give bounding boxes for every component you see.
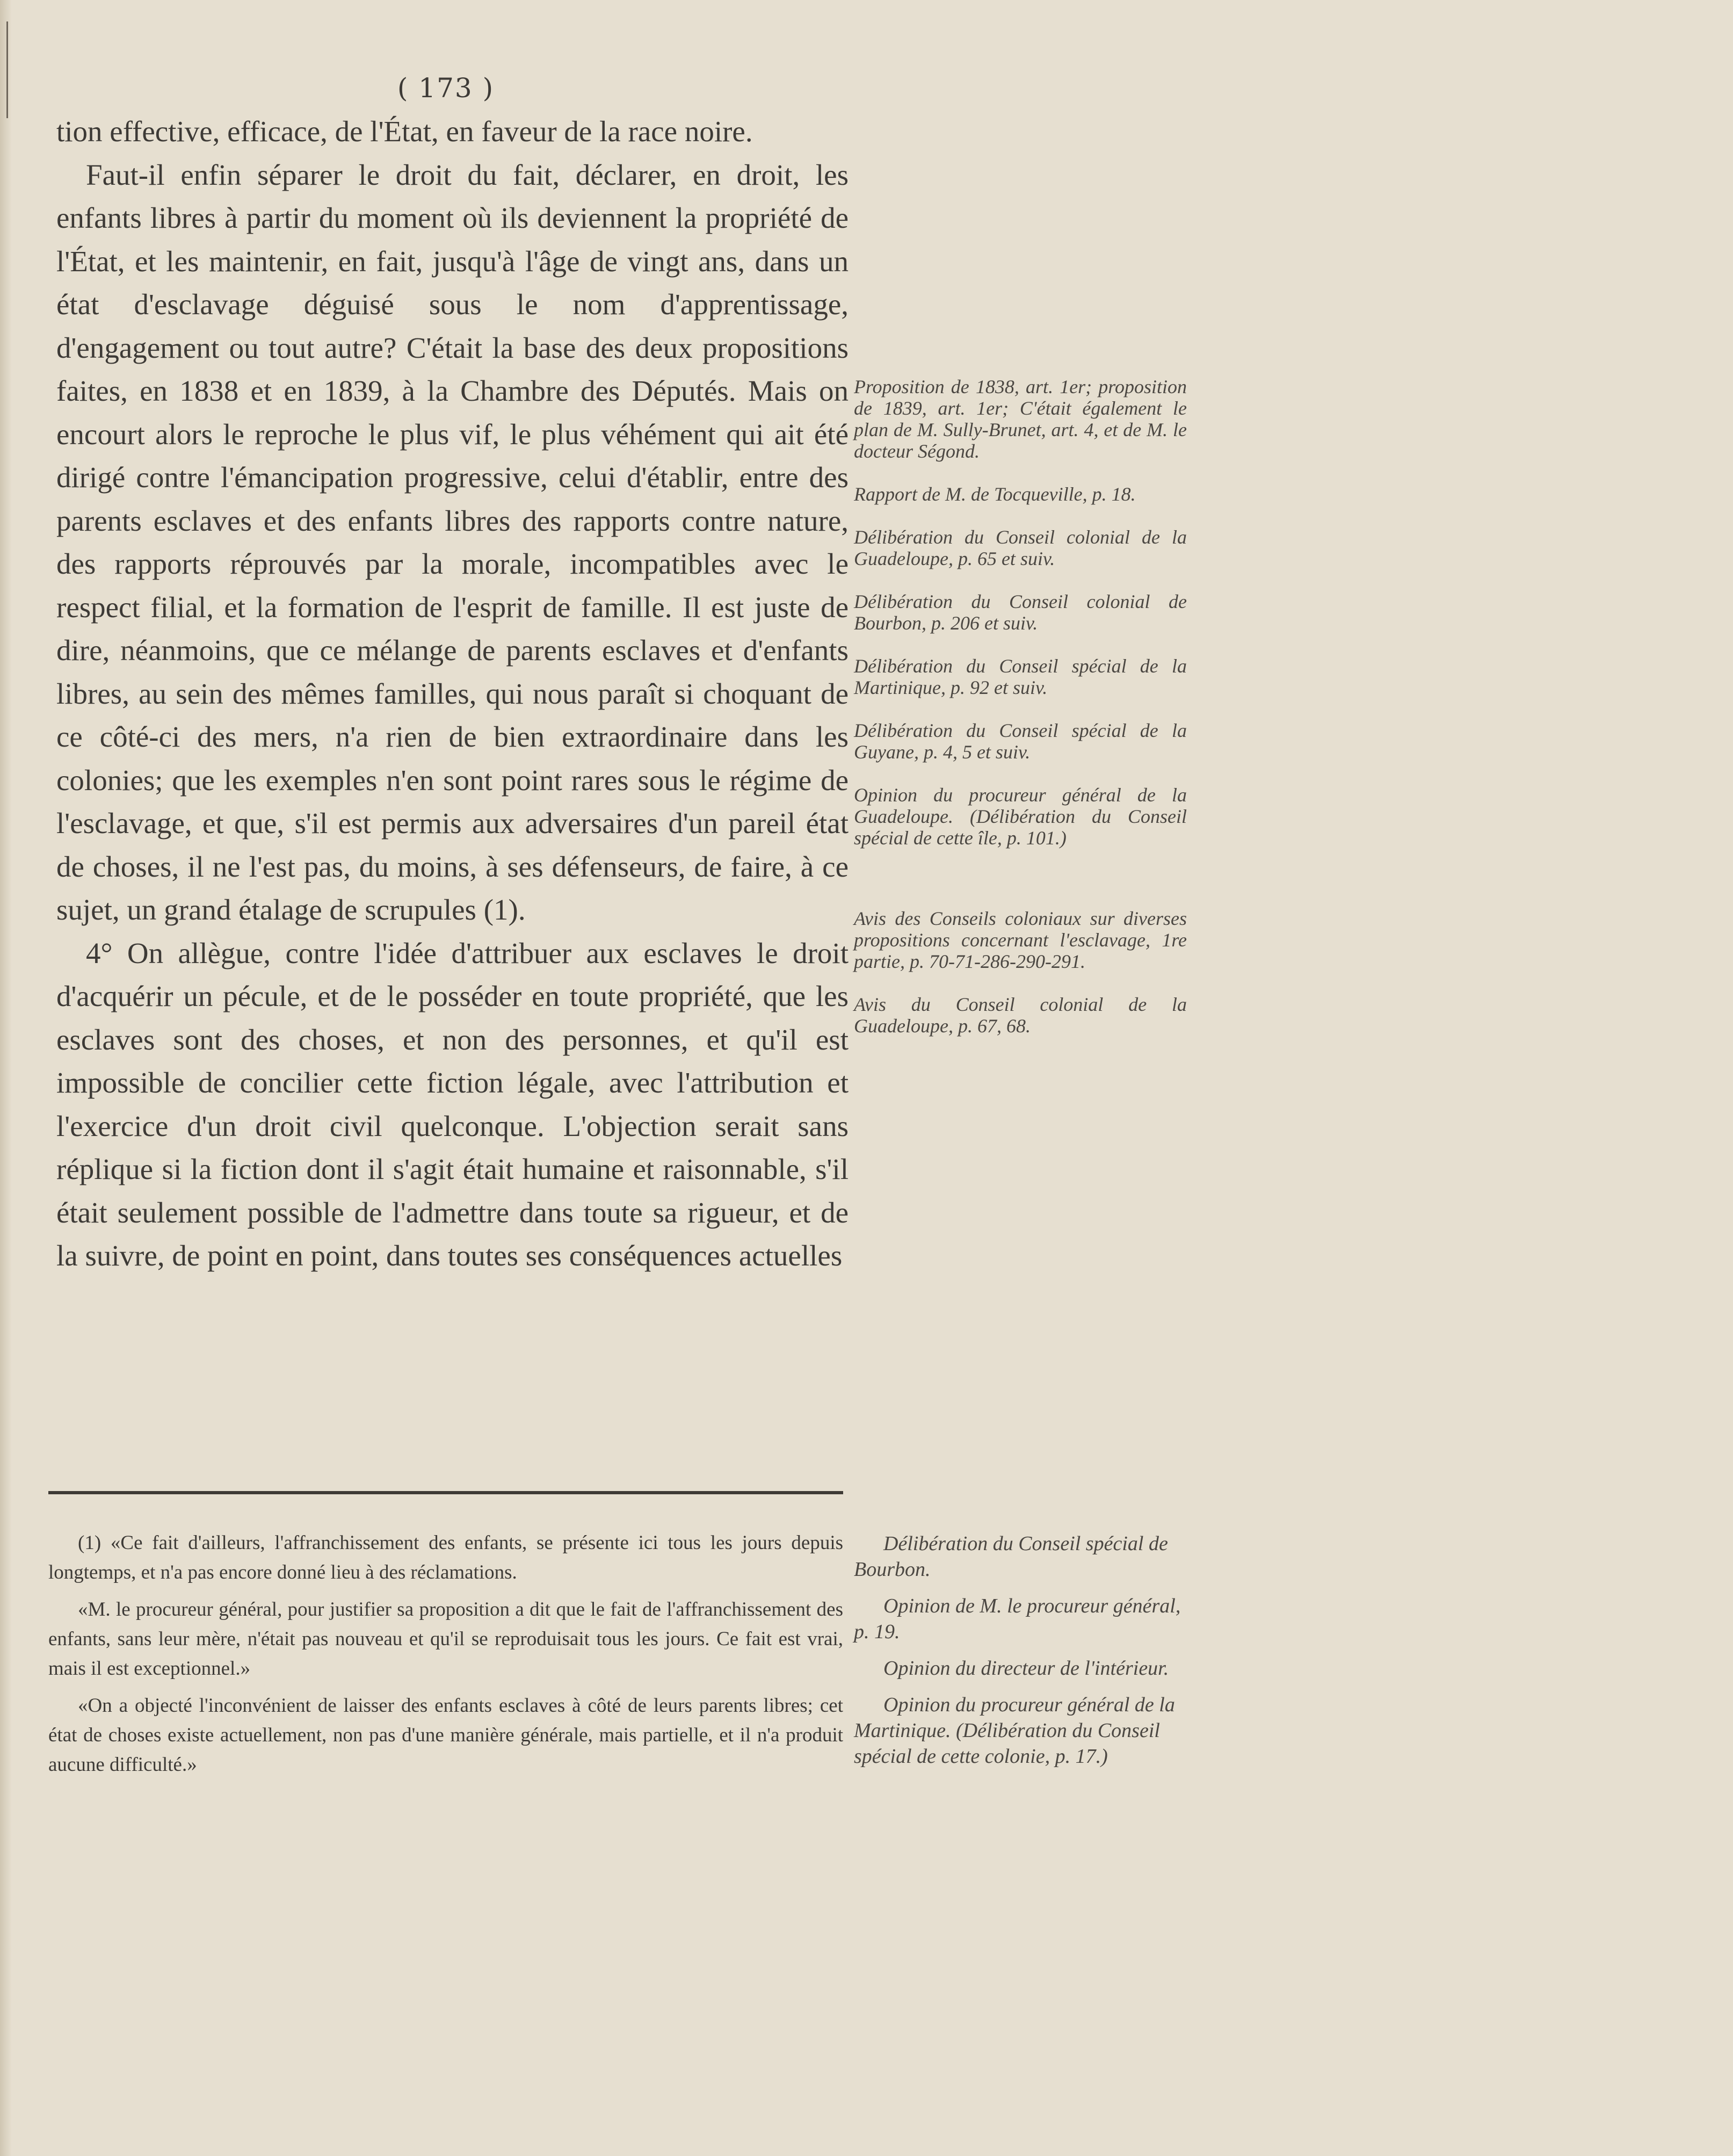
main-text-column [56, 110, 849, 1278]
footnote-margin-directeur: Opinion du directeur de l'intérieur. [883, 1657, 1169, 1680]
margin-notes [854, 376, 1187, 1058]
margin-note-bourbon: Délibération du Conseil colonial de Bourbon, p. 206 et suiv. [854, 591, 1187, 634]
footnote-margin-procureur: Opinion de M. le procureur général, p. 19. [854, 1595, 1181, 1643]
margin-note-tocqueville: Rapport de M. de Tocqueville, p. 18. [854, 483, 1136, 505]
footnote-objection: «On a objecté l'inconvénient de laisser des enfants esclaves à côté de leurs parents libres; cet état de choses existe actuellement, non pas d'une manière générale, mais partielle, et il n'a produit aucune difficulté.» [48, 1695, 843, 1776]
margin-note-guyane: Délibération du Conseil spécial de la Guyane, p. 4, 5 et suiv. [854, 720, 1187, 763]
footnote-divider [48, 1491, 843, 1494]
footnote-procureur: «M. le procureur général, pour justifier sa proposition a dit que le fait de l'affranchissement des enfants, sans leur mère, n'était pas nouveau et qu'il se reproduisait tous les jours. Ce fait est vrai, mais il est exceptionnel.» [48, 1598, 843, 1680]
margin-note-propositions: Proposition de 1838, art. 1er; proposition de 1839, art. 1er; C'était également le plan de M. Sully-Brunet, art. 4, et de M. le docteur Ségond. [854, 376, 1187, 462]
margin-note-guadeloupe: Délibération du Conseil colonial de la Guadeloupe, p. 65 et suiv. [854, 526, 1187, 569]
margin-note-avis-conseils: Avis des Conseils coloniaux sur diverses propositions concernant l'esclavage, 1re partie, p. 70-71-286-290-291. [854, 908, 1187, 972]
margin-note-martinique: Délibération du Conseil spécial de la Martinique, p. 92 et suiv. [854, 655, 1187, 698]
margin-note-avis-guadeloupe: Avis du Conseil colonial de la Guadeloupe, p. 67, 68. [854, 994, 1187, 1037]
page-binding-mark [6, 21, 8, 118]
page-number: ( 173 ) [397, 73, 495, 104]
margin-note-procureur-guadeloupe: Opinion du procureur général de la Guadeloupe. (Délibération du Conseil spécial de cette île, p. 101.) [854, 784, 1187, 849]
page-left-edge [0, 0, 12, 2156]
paragraph-pecule: 4° On allègue, contre l'idée d'attribuer aux esclaves le droit d'acquérir un pécule, et de le posséder en toute propriété, que les esclaves sont des choses, et non des personnes, et qu'il est impossible de concilier cette fiction légale, avec l'attribution et l'exercice d'un droit civil quelconque. L'objection serait sans réplique si la fiction dont il s'agit était humaine et raisonnable, s'il était seulement possible de l'admettre dans toute sa rigueur, et de la suivre, de point en point, dans toutes ses conséquences actuelles [56, 936, 849, 1272]
paragraph-enfants-libres: Faut-il enfin séparer le droit du fait, déclarer, en droit, les enfants libres à partir du moment où ils deviennent la propriété de l'État, et les maintenir, en fait, jusqu'à l'âge de vingt ans, dans un état d'esclavage déguisé sous le nom d'apprentissage, d'engagement ou tout autre? C'était la base des deux propositions faites, en 1838 et en 1839, à la Chambre des Députés. Mais on encourt alors le reproche le plus vif, le plus véhément qui ait été dirigé contre l'émancipation progressive, celui d'établir, entre des parents esclaves et des enfants libres des rapports contre nature, des rapports réprouvés par la morale, incompatibles avec le respect filial, et la formation de l'esprit de famille. Il est juste de dire, néanmoins, que ce mélange de parents esclaves et d'enfants libres, au sein des mêmes familles, qui nous paraît si choquant de ce côté-ci des mers, n'a rien de bien extraordinaire dans les colonies; que les exemples n'en sont point rares sous le régime de l'esclavage, et que, s'il est permis aux adversaires d'un pareil état de choses, il ne l'est pas, du moins, à ses défenseurs, de faire, à ce sujet, un grand étalage de scrupules (1). [56, 158, 849, 926]
footnote-margin-bourbon: Délibération du Conseil spécial de Bourbon. [854, 1532, 1168, 1581]
footnotes [48, 1528, 843, 1787]
footnote-margin-martinique: Opinion du procureur général de la Martinique. (Délibération du Conseil spécial de cette colonie, p. 17.) [854, 1694, 1175, 1768]
paragraph-continuation: tion effective, efficace, de l'État, en faveur de la race noire. [56, 115, 753, 148]
footnote-margin-notes [854, 1531, 1187, 1780]
footnote-1: (1) «Ce fait d'ailleurs, l'affranchissement des enfants, se présente ici tous les jours depuis longtemps, et n'a pas encore donné lieu à des réclamations. [48, 1532, 843, 1583]
